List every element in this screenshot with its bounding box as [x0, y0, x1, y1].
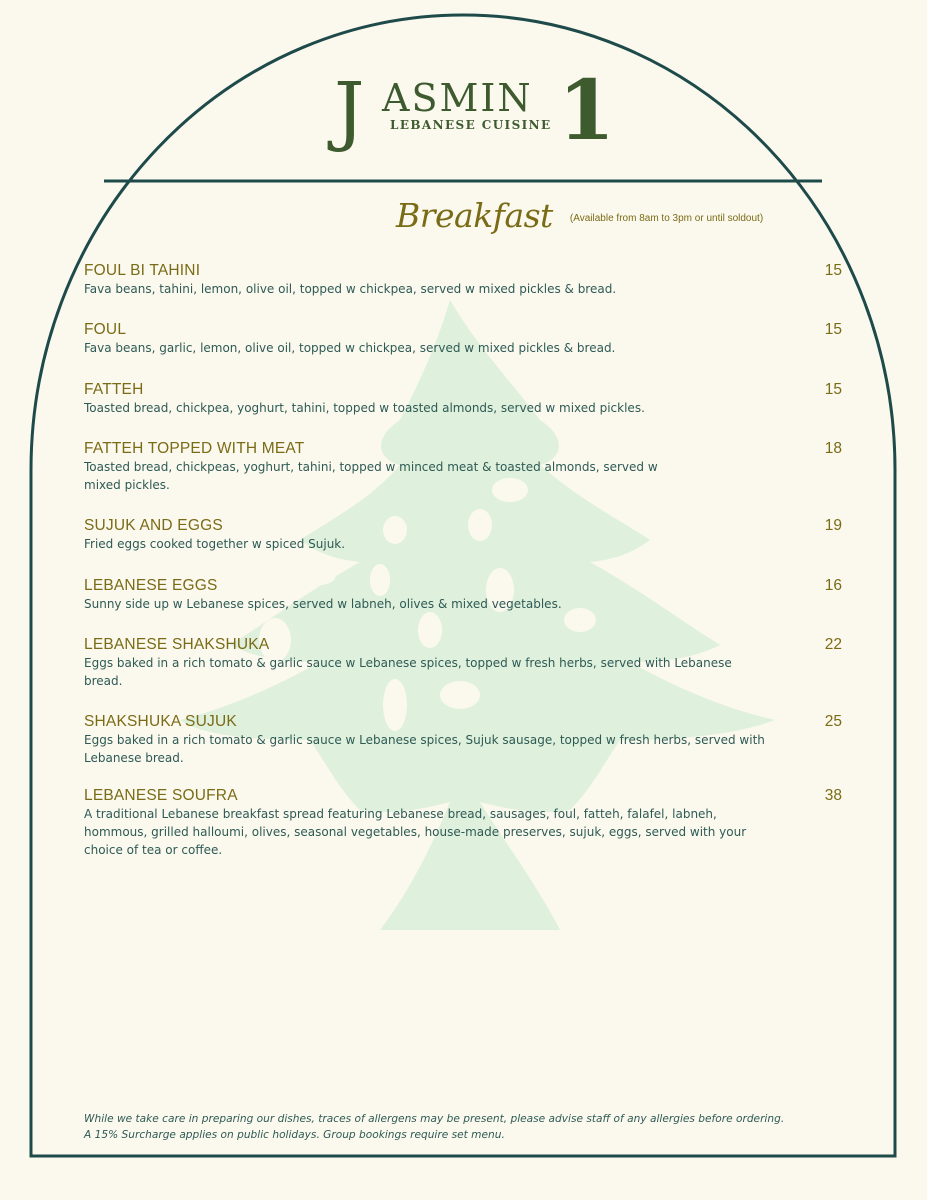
item-price: 15 — [824, 262, 842, 279]
item-price: 16 — [824, 577, 842, 594]
allergen-note: While we take care in preparing our dishes, traces of allergens may be present, please advise staff of any allergies before ordering. — [84, 1113, 785, 1125]
section-availability-note: (Available from 8am to 3pm or until soldout) — [569, 213, 764, 224]
menu-item — [84, 712, 844, 767]
item-description: Sunny side up w Lebanese spices, served w labneh, olives & mixed vegetables. — [84, 597, 562, 611]
item-description: Fava beans, tahini, lemon, olive oil, topped w chickpea, served w mixed pickles & bread. — [84, 282, 617, 296]
item-description: Fava beans, garlic, lemon, olive oil, topped w chickpea, served w mixed pickles & bread. — [84, 341, 616, 355]
menu-item — [84, 516, 844, 553]
logo-subtitle: LEBANESE CUISINE — [390, 118, 552, 132]
item-price: 22 — [824, 636, 842, 653]
item-name: FOUL — [84, 321, 127, 338]
logo-initial: J — [334, 65, 365, 154]
item-price: 25 — [824, 713, 842, 730]
menu-item — [84, 635, 844, 690]
item-name: FOUL BI TAHINI — [84, 262, 201, 279]
logo-wordmark: ASMIN — [382, 76, 533, 120]
item-name: LEBANESE SOUFRA — [84, 787, 238, 804]
restaurant-logo — [330, 63, 616, 160]
menu-item — [84, 320, 844, 357]
item-description: Fried eggs cooked together w spiced Sujuk. — [84, 537, 346, 551]
item-price: 15 — [824, 381, 842, 398]
item-description: Eggs baked in a rich tomato & garlic sauce w Lebanese spices, Sujuk sausage, topped w fresh herbs, served with Lebanese bread. — [84, 733, 765, 765]
item-description: Toasted bread, chickpea, yoghurt, tahini, topped w toasted almonds, served w mixed pickles. — [84, 401, 645, 415]
item-price: 38 — [824, 787, 842, 804]
menu-item — [84, 786, 844, 859]
menu-item — [84, 261, 844, 298]
item-name: SHAKSHUKA SUJUK — [84, 713, 237, 730]
item-name: LEBANESE EGGS — [84, 577, 218, 594]
item-name: LEBANESE SHAKSHUKA — [84, 636, 270, 653]
item-name: FATTEH TOPPED WITH MEAT — [84, 440, 305, 457]
logo-number: 1 — [558, 63, 616, 159]
item-description: A traditional Lebanese breakfast spread featuring Lebanese bread, sausages, foul, fatteh, falafel, labneh, hommous, grilled halloumi, olives, seasonal vegetables, house-made preserves, sujuk, eggs, served with your choice of tea or coffee. — [84, 807, 747, 857]
item-price: 18 — [824, 440, 842, 457]
item-price: 15 — [824, 321, 842, 338]
item-description: Toasted bread, chickpeas, yoghurt, tahini, topped w minced meat & toasted almonds, served w mixed pickles. — [84, 460, 658, 492]
item-price: 19 — [824, 517, 842, 534]
section-heading — [396, 196, 763, 235]
menu-item — [84, 380, 844, 417]
item-name: FATTEH — [84, 381, 144, 398]
item-description: Eggs baked in a rich tomato & garlic sauce w Lebanese spices, topped w fresh herbs, served with Lebanese bread. — [84, 656, 732, 688]
surcharge-note: A 15% Surcharge applies on public holidays. Group bookings require set menu. — [84, 1129, 505, 1141]
item-name: SUJUK AND EGGS — [84, 517, 223, 534]
section-title: Breakfast — [396, 196, 553, 235]
menu-item — [84, 439, 844, 494]
footer-notes — [84, 1111, 854, 1143]
menu-item — [84, 576, 844, 613]
